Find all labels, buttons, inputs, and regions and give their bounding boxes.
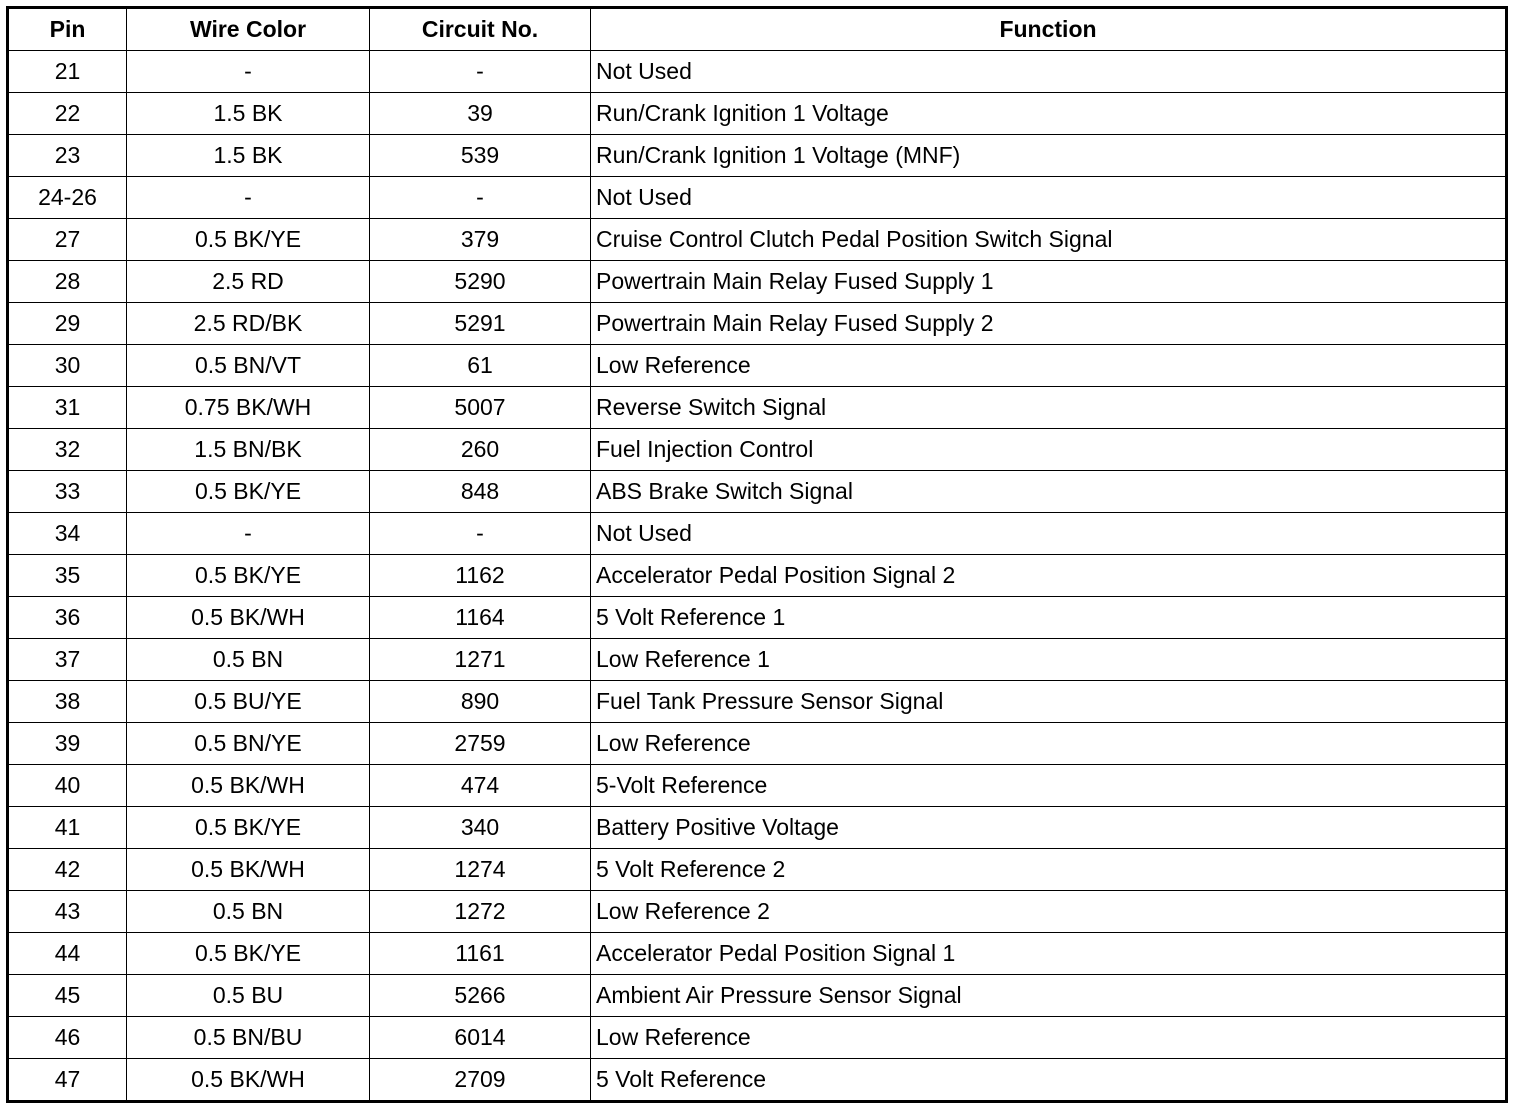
circuit-no-cell: 890 — [370, 681, 591, 723]
wire-color-cell: 0.5 BN — [127, 891, 370, 933]
header-wire-color: Wire Color — [127, 8, 370, 51]
circuit-no-cell: 539 — [370, 135, 591, 177]
wire-color-cell: 0.5 BU/YE — [127, 681, 370, 723]
circuit-no-cell: 1272 — [370, 891, 591, 933]
circuit-no-cell: 39 — [370, 93, 591, 135]
circuit-no-cell: 5290 — [370, 261, 591, 303]
header-function: Function — [591, 8, 1507, 51]
function-cell: 5-Volt Reference — [591, 765, 1507, 807]
wire-color-cell: 0.5 BN/YE — [127, 723, 370, 765]
pin-cell: 24-26 — [8, 177, 127, 219]
circuit-no-cell: - — [370, 513, 591, 555]
table-row — [8, 303, 1507, 345]
circuit-no-cell: 61 — [370, 345, 591, 387]
function-cell: 5 Volt Reference — [591, 1059, 1507, 1102]
pin-cell: 37 — [8, 639, 127, 681]
wire-color-cell: 1.5 BK — [127, 93, 370, 135]
wire-color-cell: 0.5 BK/YE — [127, 933, 370, 975]
wire-color-cell: 0.5 BK/WH — [127, 765, 370, 807]
table-row — [8, 765, 1507, 807]
table-row — [8, 51, 1507, 93]
circuit-no-cell: 379 — [370, 219, 591, 261]
function-cell: ABS Brake Switch Signal — [591, 471, 1507, 513]
function-cell: Cruise Control Clutch Pedal Position Switch Signal — [591, 219, 1507, 261]
wire-color-cell: 0.5 BK/WH — [127, 849, 370, 891]
wire-color-cell: 1.5 BN/BK — [127, 429, 370, 471]
pin-cell: 36 — [8, 597, 127, 639]
table-row — [8, 345, 1507, 387]
table-row — [8, 933, 1507, 975]
pin-cell: 27 — [8, 219, 127, 261]
table-row — [8, 1059, 1507, 1102]
function-cell: Ambient Air Pressure Sensor Signal — [591, 975, 1507, 1017]
function-cell: Battery Positive Voltage — [591, 807, 1507, 849]
function-cell: Low Reference — [591, 345, 1507, 387]
wire-color-cell: 0.5 BK/WH — [127, 1059, 370, 1102]
function-cell: Low Reference 2 — [591, 891, 1507, 933]
circuit-no-cell: 848 — [370, 471, 591, 513]
pin-cell: 22 — [8, 93, 127, 135]
pin-cell: 23 — [8, 135, 127, 177]
function-cell: Powertrain Main Relay Fused Supply 2 — [591, 303, 1507, 345]
pin-cell: 47 — [8, 1059, 127, 1102]
pin-cell: 29 — [8, 303, 127, 345]
wire-color-cell: 1.5 BK — [127, 135, 370, 177]
pin-cell: 33 — [8, 471, 127, 513]
table-row — [8, 387, 1507, 429]
table-row — [8, 219, 1507, 261]
pin-cell: 44 — [8, 933, 127, 975]
table-row — [8, 723, 1507, 765]
function-cell: Fuel Tank Pressure Sensor Signal — [591, 681, 1507, 723]
circuit-no-cell: - — [370, 177, 591, 219]
circuit-no-cell: 260 — [370, 429, 591, 471]
table-row — [8, 807, 1507, 849]
pin-cell: 43 — [8, 891, 127, 933]
function-cell: 5 Volt Reference 1 — [591, 597, 1507, 639]
pin-cell: 38 — [8, 681, 127, 723]
table-body — [8, 51, 1507, 1102]
table-row — [8, 639, 1507, 681]
table-row — [8, 597, 1507, 639]
wire-color-cell: 0.5 BN/VT — [127, 345, 370, 387]
wire-color-cell: 0.75 BK/WH — [127, 387, 370, 429]
header-pin: Pin — [8, 8, 127, 51]
table-row — [8, 177, 1507, 219]
wire-color-cell: 0.5 BK/YE — [127, 219, 370, 261]
header-row — [8, 8, 1507, 51]
function-cell: Run/Crank Ignition 1 Voltage (MNF) — [591, 135, 1507, 177]
pin-cell: 28 — [8, 261, 127, 303]
pin-cell: 40 — [8, 765, 127, 807]
circuit-no-cell: 5266 — [370, 975, 591, 1017]
pin-cell: 30 — [8, 345, 127, 387]
wire-color-cell: 0.5 BK/YE — [127, 555, 370, 597]
function-cell: Low Reference 1 — [591, 639, 1507, 681]
wire-color-cell: 0.5 BU — [127, 975, 370, 1017]
pin-cell: 31 — [8, 387, 127, 429]
function-cell: Run/Crank Ignition 1 Voltage — [591, 93, 1507, 135]
pin-cell: 45 — [8, 975, 127, 1017]
table-row — [8, 135, 1507, 177]
function-cell: Reverse Switch Signal — [591, 387, 1507, 429]
wire-color-cell: 2.5 RD/BK — [127, 303, 370, 345]
pin-table — [6, 6, 1508, 1103]
wire-color-cell: - — [127, 51, 370, 93]
circuit-no-cell: 1274 — [370, 849, 591, 891]
table-row — [8, 429, 1507, 471]
circuit-no-cell: 340 — [370, 807, 591, 849]
circuit-no-cell: 5291 — [370, 303, 591, 345]
function-cell: Powertrain Main Relay Fused Supply 1 — [591, 261, 1507, 303]
table-row — [8, 555, 1507, 597]
wire-color-cell: 0.5 BK/YE — [127, 807, 370, 849]
wire-color-cell: - — [127, 177, 370, 219]
header-circuit-no: Circuit No. — [370, 8, 591, 51]
table-row — [8, 261, 1507, 303]
wire-color-cell: 0.5 BK/WH — [127, 597, 370, 639]
circuit-no-cell: 2759 — [370, 723, 591, 765]
circuit-no-cell: 1162 — [370, 555, 591, 597]
wire-color-cell: - — [127, 513, 370, 555]
function-cell: Accelerator Pedal Position Signal 1 — [591, 933, 1507, 975]
function-cell: Not Used — [591, 177, 1507, 219]
table-row — [8, 513, 1507, 555]
table-row — [8, 1017, 1507, 1059]
pin-cell: 32 — [8, 429, 127, 471]
pin-cell: 41 — [8, 807, 127, 849]
circuit-no-cell: 1161 — [370, 933, 591, 975]
circuit-no-cell: 2709 — [370, 1059, 591, 1102]
wire-color-cell: 0.5 BK/YE — [127, 471, 370, 513]
wire-color-cell: 0.5 BN — [127, 639, 370, 681]
function-cell: Low Reference — [591, 723, 1507, 765]
pin-cell: 35 — [8, 555, 127, 597]
pin-cell: 39 — [8, 723, 127, 765]
table-row — [8, 681, 1507, 723]
circuit-no-cell: - — [370, 51, 591, 93]
pin-cell: 34 — [8, 513, 127, 555]
function-cell: 5 Volt Reference 2 — [591, 849, 1507, 891]
wire-color-cell: 0.5 BN/BU — [127, 1017, 370, 1059]
table-row — [8, 891, 1507, 933]
circuit-no-cell: 6014 — [370, 1017, 591, 1059]
circuit-no-cell: 474 — [370, 765, 591, 807]
table-row — [8, 975, 1507, 1017]
table-header — [8, 8, 1507, 51]
pin-cell: 42 — [8, 849, 127, 891]
circuit-no-cell: 5007 — [370, 387, 591, 429]
table-row — [8, 849, 1507, 891]
function-cell: Not Used — [591, 51, 1507, 93]
wire-color-cell: 2.5 RD — [127, 261, 370, 303]
function-cell: Fuel Injection Control — [591, 429, 1507, 471]
function-cell: Low Reference — [591, 1017, 1507, 1059]
pin-cell: 21 — [8, 51, 127, 93]
function-cell: Accelerator Pedal Position Signal 2 — [591, 555, 1507, 597]
circuit-no-cell: 1164 — [370, 597, 591, 639]
pin-cell: 46 — [8, 1017, 127, 1059]
function-cell: Not Used — [591, 513, 1507, 555]
table-row — [8, 93, 1507, 135]
table-row — [8, 471, 1507, 513]
circuit-no-cell: 1271 — [370, 639, 591, 681]
